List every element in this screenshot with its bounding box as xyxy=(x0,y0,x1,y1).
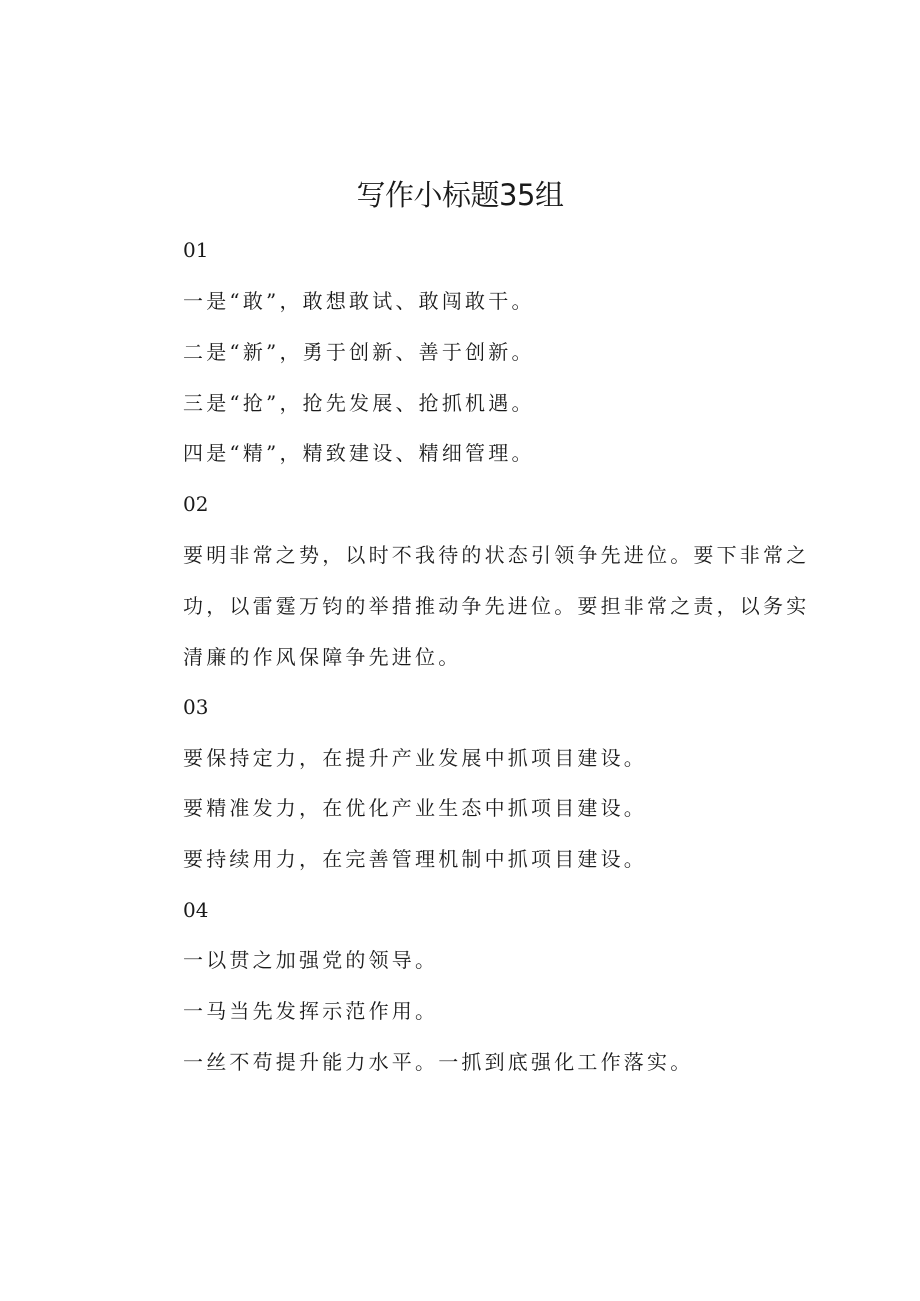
section-number-04: 04 xyxy=(183,898,209,922)
section-04-line-1: 一以贯之加强党的领导。 xyxy=(183,948,439,972)
section-03-line-1: 要保持定力，在提升产业发展中抓项目建设。 xyxy=(183,746,647,770)
section-01-line-3: 三是“抢”，抢先发展、抢抓机遇。 xyxy=(183,391,535,415)
section-04-line-3: 一丝不苟提升能力水平。一抓到底强化工作落实。 xyxy=(183,1050,694,1074)
section-04-line-2: 一马当先发挥示范作用。 xyxy=(183,999,439,1023)
section-03-line-2: 要精准发力，在优化产业生态中抓项目建设。 xyxy=(183,796,647,820)
section-01-line-4: 四是“精”，精致建设、精细管理。 xyxy=(183,441,535,465)
section-01-line-1: 一是“敢”，敢想敢试、敢闯敢干。 xyxy=(183,289,535,313)
section-01-line-2: 二是“新”，勇于创新、善于创新。 xyxy=(183,340,535,364)
section-03-line-3: 要持续用力，在完善管理机制中抓项目建设。 xyxy=(183,847,647,871)
section-number-02: 02 xyxy=(183,492,209,516)
section-02-line-1: 要明非常之势，以时不我待的状态引领争先进位。要下非常之 xyxy=(183,543,810,567)
section-02-line-3: 清廉的作风保障争先进位。 xyxy=(183,645,462,669)
section-02-line-2: 功，以雷霆万钧的举措推动争先进位。要担非常之责，以务实 xyxy=(183,594,810,618)
document-title: 写作小标题35组 xyxy=(356,178,564,212)
section-number-03: 03 xyxy=(183,695,209,719)
section-number-01: 01 xyxy=(183,238,209,262)
